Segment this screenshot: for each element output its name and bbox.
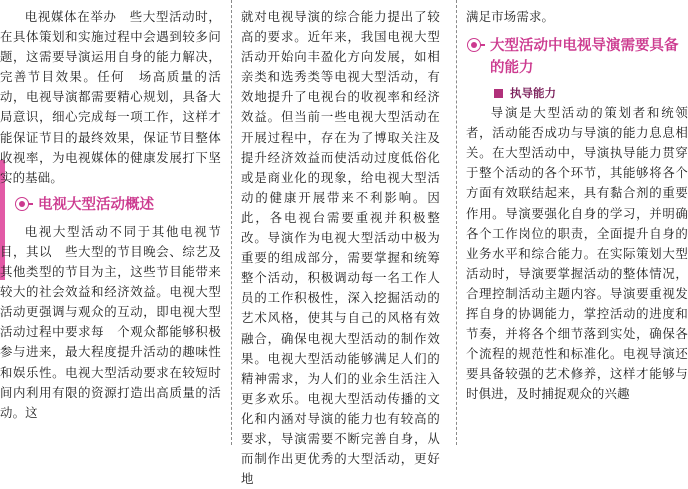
section-heading-overview (14, 194, 221, 216)
continued-paragraph: 就对电视导演的综合能力提出了较高的要求。近年来，我国电视大型活动开始向丰盈化方向发展，如相亲类和选秀类等电视大型活动，有效地提升了电视台的收视率和经济效益。但当前一些电视大型活动在开展过程中，存在为了博取关注及提升经济效益而使活动过度低俗化或是商业化的现象，给电视大型活动的健康开展带来不利影响。因此，各电视台需要重视并积极整改。导演作为电视大型活动中极为重要的组成部分，需要掌握和统筹整个活动，积极调动每一名工作人员的工作积极性，深入挖掘活动的艺术风格，使其与自己的风格有效融合，确保电视大型活动的制作效果。电视大型活动能够满足人们的精神需求，为人们的业余生活注入更多欢乐。电视大型活动传播的文化和内涵对导演的能力也有较高的要求，导演需要不断完善自身，从而制作出更优秀的大型活动，更好地 (241, 9, 440, 487)
subheading-text: 执导能力 (510, 86, 556, 101)
section-heading-text: 大型活动中电视导演需要具备的能力 (490, 38, 679, 77)
square-bullet-icon (494, 89, 503, 98)
section-bullet-icon (14, 196, 32, 214)
intro-paragraph: 电视媒体在举办 些大型活动时，在具体策划和实施过程中会遇到较多问题，这需要导演运用自身的能力解决，完善节目效果。任何 场高质量的活动，电视导演都需要精心规划，具备大局意识，细心完成每一项工作，这样才能保证节目的最终效果，保证节目整体收视率，为电视媒体的健康发展打下坚实的基础。 (0, 9, 221, 185)
column-1 (0, 7, 221, 423)
column-3 (466, 7, 688, 405)
directing-ability-paragraph: 导演是大型活动的策划者和统领者，活动能否成功与导演的能力息息相关。在大型活动中，导演执导能力贯穿于整个活动的各个环节，其能够将各个方面有效联结起来，具有黏合剂的重要作用。导演要强化自身的学习，并明确各个工作岗位的职责，全面提升自身的业务水平和综合能力。在实际策划大型活动时，导演要掌握活动的整体情况，合理控制活动主题内容。导演要重视发挥自身的协调能力，掌控活动的进度和节奏，并将各个细节落到实处，确保各个流程的规范性和标准化。电视导演还要具备较强的艺术修养，这样才能够与时俱进，及时捕捉观众的兴趣 (466, 105, 688, 402)
column-2 (241, 7, 440, 489)
section-heading-text: 电视大型活动概述 (38, 196, 154, 213)
continued-paragraph-end: 满足市场需求。 (466, 9, 555, 24)
column-divider-1 (231, 0, 232, 445)
section-bullet-icon (466, 37, 484, 55)
section-heading-abilities (466, 35, 688, 79)
overview-paragraph: 电视大型活动不同于其他电视节目，其以 些大型的节目晚会、综艺及其他类型的节目为主，这些节目能带来较大的社会效益和经济效益。电视大型活动更强调与观众的互动，即电视大型活动过程中要求每 个观众都能够积极参与进来，最大程度提升活动的趣味性和娱乐性。电视大型活动要求在较短时间内利用有限的资源打造出高质量的活动。这 (0, 223, 221, 420)
subheading-directing-ability (494, 85, 688, 101)
column-divider-2 (456, 0, 457, 445)
